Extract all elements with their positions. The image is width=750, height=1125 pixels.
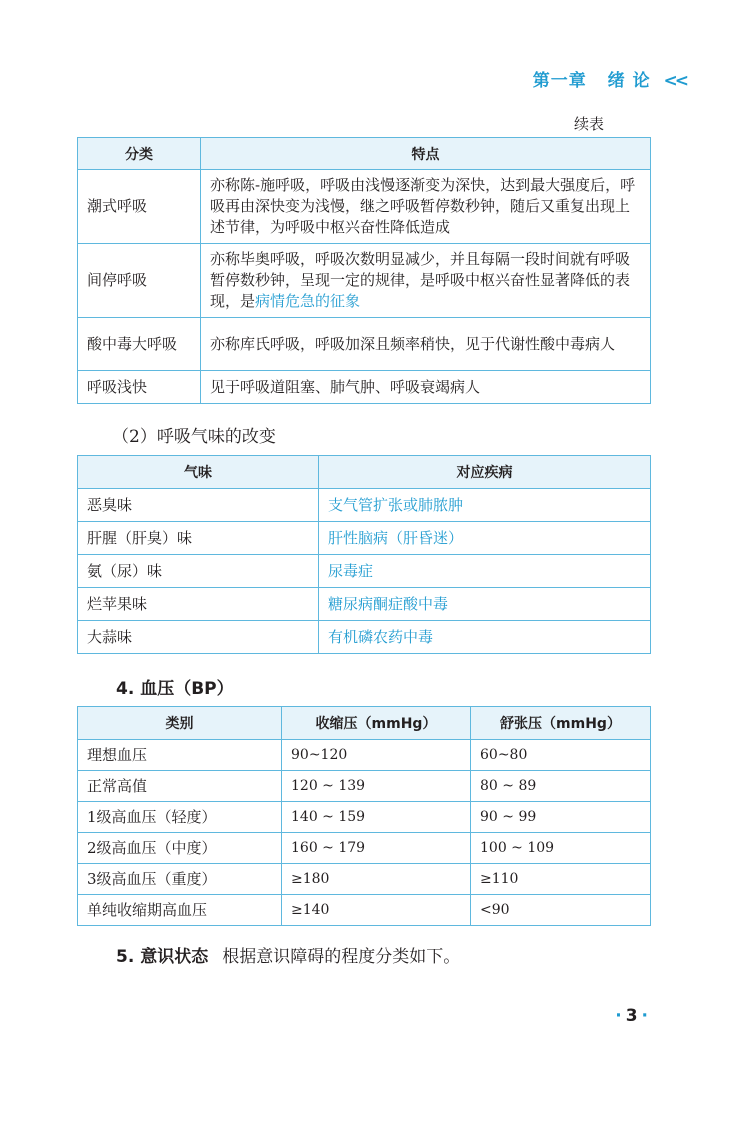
respiration-pattern-table	[77, 137, 651, 404]
column-header: 类别	[78, 707, 282, 740]
column-header: 收缩压（mmHg）	[282, 707, 471, 740]
table-header-row	[78, 456, 651, 489]
disease-cell: 糖尿病酮症酸中毒	[319, 588, 651, 621]
blood-pressure-table	[77, 706, 651, 926]
pattern-description: 亦称陈-施呼吸，呼吸由浅慢逐渐变为深快，达到最大强度后，呼吸再由深快变为浅慢，继之呼吸暂停数秒钟，随后又重复出现上述节律，为呼吸中枢兴奋性降低造成	[201, 170, 651, 244]
table-header-row	[78, 138, 651, 170]
table-row	[78, 318, 651, 371]
table-row	[78, 371, 651, 404]
column-header: 对应疾病	[319, 456, 651, 489]
table-row	[78, 244, 651, 318]
running-header	[533, 66, 686, 91]
odor-cell: 氨（尿）味	[78, 555, 319, 588]
pattern-description: 见于呼吸道阻塞、肺气肿、呼吸衰竭病人	[201, 371, 651, 404]
diastolic-value: 90 ~ 99	[471, 802, 651, 833]
bp-category: 正常高值	[78, 771, 282, 802]
diastolic-value: 100 ~ 109	[471, 833, 651, 864]
disease-cell: 肝性脑病（肝昏迷）	[319, 522, 651, 555]
dot-icon: ·	[641, 1006, 648, 1026]
systolic-value: 140 ~ 159	[282, 802, 471, 833]
odor-cell: 恶臭味	[78, 489, 319, 522]
double-chevron-left-icon: <<	[663, 71, 686, 91]
pattern-description: 亦称毕奥呼吸，呼吸次数明显减少，并且每隔一段时间就有呼吸暂停数秒钟，呈现一定的规律，是呼吸中枢兴奋性显著降低的表现，是病情危急的征象	[201, 244, 651, 318]
bp-category: 1级高血压（轻度）	[78, 802, 282, 833]
odor-cell: 大蒜味	[78, 621, 319, 654]
diastolic-value: <90	[471, 895, 651, 926]
column-header: 特点	[201, 138, 651, 170]
page-number: · 3 ·	[615, 1006, 648, 1026]
systolic-value: ≥180	[282, 864, 471, 895]
table-row	[78, 802, 651, 833]
dot-icon: ·	[615, 1006, 622, 1026]
table-row	[78, 621, 651, 654]
odor-cell: 烂苹果味	[78, 588, 319, 621]
bp-category: 理想血压	[78, 740, 282, 771]
pattern-name: 间停呼吸	[78, 244, 201, 318]
diastolic-value: 80 ~ 89	[471, 771, 651, 802]
section-label: 5. 意识状态	[116, 947, 209, 967]
column-header: 舒张压（mmHg）	[471, 707, 651, 740]
systolic-value: 90~120	[282, 740, 471, 771]
table-row	[78, 895, 651, 926]
breath-odor-table	[77, 455, 651, 654]
diastolic-value: ≥110	[471, 864, 651, 895]
column-header: 气味	[78, 456, 319, 489]
bp-category: 2级高血压（中度）	[78, 833, 282, 864]
table-row	[78, 555, 651, 588]
disease-cell: 支气管扩张或肺脓肿	[319, 489, 651, 522]
systolic-value: ≥140	[282, 895, 471, 926]
section-heading-consciousness	[116, 942, 460, 967]
bp-category: 3级高血压（重度）	[78, 864, 282, 895]
disease-cell: 有机磷农药中毒	[319, 621, 651, 654]
chapter-label: 第一章	[532, 71, 587, 91]
table-row	[78, 170, 651, 244]
section-heading-breath-odor: （2）呼吸气味的改变	[112, 427, 276, 447]
table-row	[78, 522, 651, 555]
pattern-name: 呼吸浅快	[78, 371, 201, 404]
table-header-row	[78, 707, 651, 740]
pattern-description: 亦称库氏呼吸，呼吸加深且频率稍快，见于代谢性酸中毒病人	[201, 318, 651, 371]
continued-label: 续表	[574, 115, 605, 133]
disease-cell: 尿毒症	[319, 555, 651, 588]
section-heading-blood-pressure: 4. 血压（BP）	[116, 679, 234, 699]
chapter-title: 绪 论	[607, 71, 651, 91]
column-header: 分类	[78, 138, 201, 170]
systolic-value: 160 ~ 179	[282, 833, 471, 864]
highlighted-text: 病情危急的征象	[255, 292, 361, 310]
table-row	[78, 771, 651, 802]
diastolic-value: 60~80	[471, 740, 651, 771]
table-row	[78, 740, 651, 771]
systolic-value: 120 ~ 139	[282, 771, 471, 802]
odor-cell: 肝腥（肝臭）味	[78, 522, 319, 555]
pattern-name: 酸中毒大呼吸	[78, 318, 201, 371]
table-row	[78, 588, 651, 621]
section-text: 根据意识障碍的程度分类如下。	[222, 947, 461, 967]
bp-category: 单纯收缩期高血压	[78, 895, 282, 926]
table-row	[78, 833, 651, 864]
pattern-name: 潮式呼吸	[78, 170, 201, 244]
table-row	[78, 864, 651, 895]
table-row	[78, 489, 651, 522]
